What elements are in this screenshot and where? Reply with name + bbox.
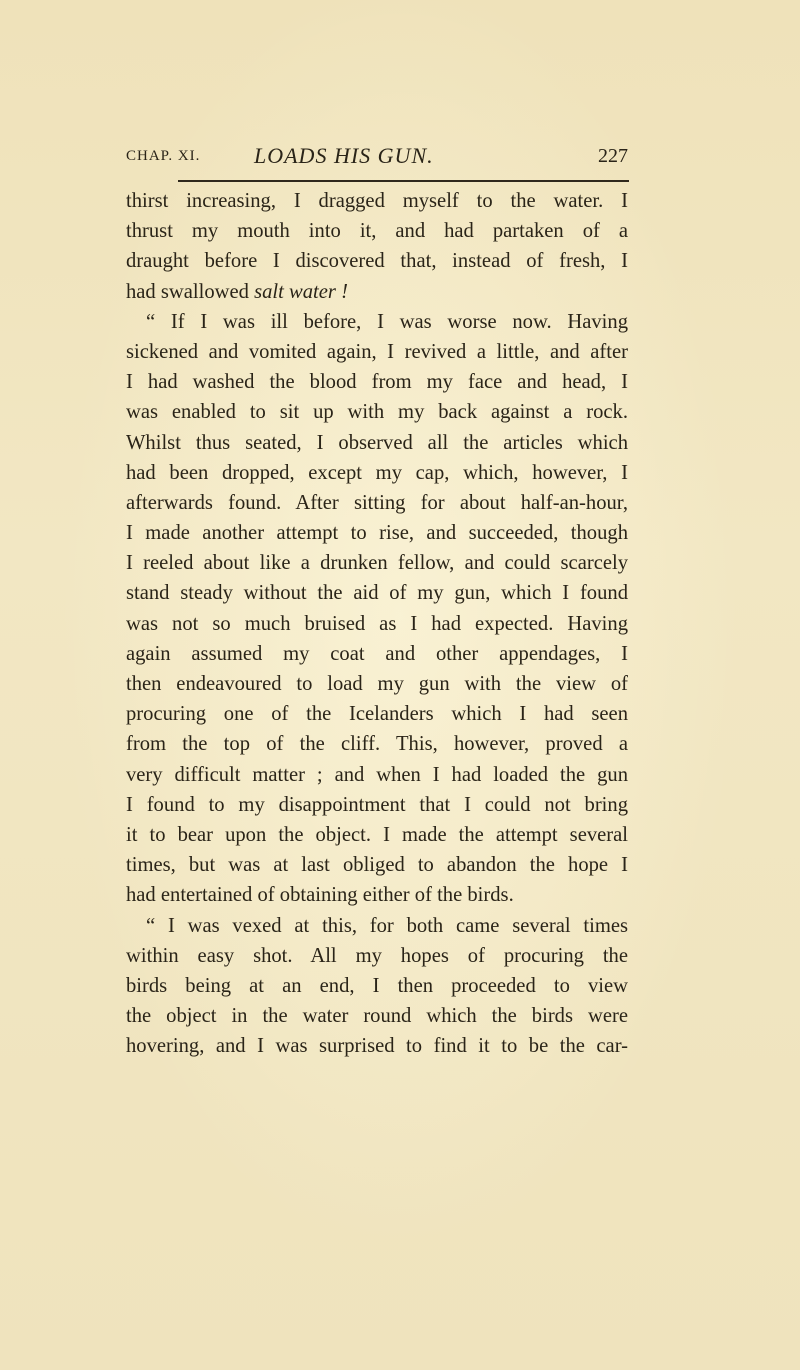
emphasized-text: salt water !	[254, 280, 348, 303]
running-head	[126, 143, 628, 173]
text-line: thrust my mouth into it, and had partaken of a	[126, 220, 628, 243]
text-line: it to bear upon the object. I made the attempt several	[126, 823, 628, 846]
page-title: LOADS HIS GUN.	[254, 143, 434, 168]
text-line: stand steady without the aid of my gun, which I found	[126, 582, 628, 605]
text-line: I reeled about like a drunken fellow, and could scarcely	[126, 552, 628, 575]
text-line: very difficult matter ; and when I had loaded the gun	[126, 763, 628, 786]
page-number: 227	[598, 145, 628, 167]
text-line: from the top of the cliff. This, however, proved a	[126, 733, 628, 756]
text-line: was enabled to sit up with my back against a rock.	[126, 401, 628, 424]
text-line: within easy shot. All my hopes of procuring the	[126, 944, 628, 967]
text-line: procuring one of the Icelanders which I had seen	[126, 703, 628, 726]
text-line: sickened and vomited again, I revived a little, and after	[126, 340, 628, 363]
text-line: I made another attempt to rise, and succeeded, though	[126, 522, 628, 545]
paragraph-start-line: “ If I was ill before, I was worse now. Having	[146, 310, 628, 333]
text-line: Whilst thus seated, I observed all the articles which	[126, 431, 628, 454]
text-line: thirst increasing, I dragged myself to the water. I	[126, 190, 628, 212]
text-line: I found to my disappointment that I could not bring	[126, 793, 628, 816]
text-segment: had swallowed	[126, 280, 249, 303]
text-line: draught before I discovered that, instead of fresh, I	[126, 250, 628, 273]
text-line: times, but was at last obliged to abandon the hope I	[126, 854, 628, 877]
header-rule	[178, 180, 629, 182]
paragraph-start-line: “ I was vexed at this, for both came several times	[146, 914, 628, 937]
text-line: was not so much bruised as I had expected. Having	[126, 612, 628, 635]
text-line: had entertained of obtaining either of the birds.	[126, 884, 514, 907]
text-line: then endeavoured to load my gun with the view of	[126, 673, 628, 695]
text-line: again assumed my coat and other appendages, I	[126, 642, 628, 665]
text-line: afterwards found. After sitting for about half-an-hour,	[126, 491, 628, 514]
body-text	[126, 186, 628, 1061]
chapter-label: CHAP. XI.	[126, 148, 201, 164]
text-line: hovering, and I was surprised to find it to be the car-	[126, 1035, 628, 1058]
text-line: had been dropped, except my cap, which, however, I	[126, 461, 628, 484]
text-line: birds being at an end, I then proceeded to view	[126, 974, 628, 997]
text-line: the object in the water round which the birds were	[126, 1005, 628, 1028]
text-line: I had washed the blood from my face and head, I	[126, 371, 628, 394]
text-line	[126, 277, 628, 307]
